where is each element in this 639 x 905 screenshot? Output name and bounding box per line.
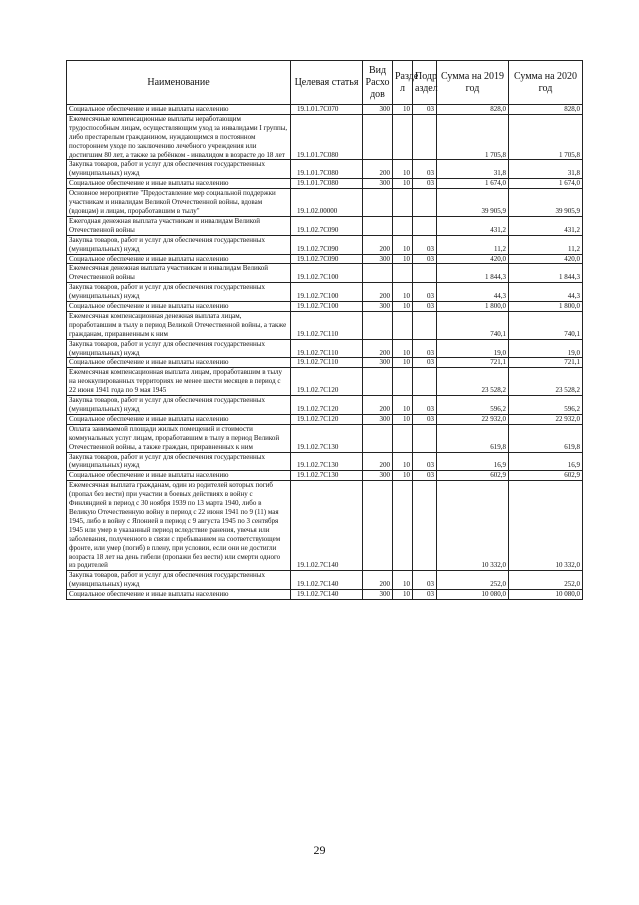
table-row — [67, 452, 583, 471]
table-row — [67, 216, 583, 235]
cell-section: 10 — [393, 302, 413, 312]
cell-sum-2019: 39 905,9 — [437, 189, 509, 217]
table-body — [67, 105, 583, 600]
cell-sum-2020: 431,2 — [509, 216, 583, 235]
cell-section: 10 — [393, 254, 413, 264]
cell-subsection: 03 — [413, 339, 437, 358]
cell-sum-2019: 11,2 — [437, 235, 509, 254]
cell-sum-2019: 1 674,0 — [437, 179, 509, 189]
cell-sum-2020: 420,0 — [509, 254, 583, 264]
cell-section: 10 — [393, 452, 413, 471]
cell-sum-2019: 22 932,0 — [437, 414, 509, 424]
cell-type — [363, 114, 393, 160]
cell-type: 300 — [363, 358, 393, 368]
cell-type: 200 — [363, 571, 393, 590]
cell-name: Социальное обеспечение и иные выплаты населению — [67, 471, 291, 481]
cell-sum-2019: 420,0 — [437, 254, 509, 264]
cell-target: 19.1.02.7С100 — [291, 264, 363, 283]
cell-target: 19.1.02.7С130 — [291, 452, 363, 471]
cell-type — [363, 424, 393, 452]
cell-sum-2020: 19,0 — [509, 339, 583, 358]
header-type: Вид Расхо дов — [363, 61, 393, 105]
cell-type: 300 — [363, 254, 393, 264]
cell-subsection: 03 — [413, 396, 437, 415]
cell-sum-2019: 10 332,0 — [437, 481, 509, 571]
cell-target: 19.1.01.7С070 — [291, 105, 363, 115]
cell-sum-2020: 596,2 — [509, 396, 583, 415]
cell-subsection — [413, 481, 437, 571]
cell-sum-2019: 740,1 — [437, 311, 509, 339]
table-row — [67, 235, 583, 254]
cell-type: 300 — [363, 179, 393, 189]
header-subsection: Подр аздел — [413, 61, 437, 105]
cell-sum-2019: 1 705,8 — [437, 114, 509, 160]
cell-sum-2020: 1 800,0 — [509, 302, 583, 312]
cell-subsection — [413, 264, 437, 283]
cell-subsection — [413, 368, 437, 396]
cell-section: 10 — [393, 396, 413, 415]
cell-target: 19.1.02.7С110 — [291, 358, 363, 368]
cell-target: 19.1.01.7С080 — [291, 114, 363, 160]
cell-type — [363, 311, 393, 339]
cell-type: 200 — [363, 160, 393, 179]
cell-target: 19.1.02.7С090 — [291, 235, 363, 254]
cell-section — [393, 424, 413, 452]
cell-subsection: 03 — [413, 179, 437, 189]
cell-target: 19.1.02.7С090 — [291, 216, 363, 235]
cell-sum-2020: 10 080,0 — [509, 590, 583, 600]
cell-subsection: 03 — [413, 235, 437, 254]
cell-sum-2019: 16,9 — [437, 452, 509, 471]
cell-target: 19.1.02.7С100 — [291, 302, 363, 312]
cell-name: Социальное обеспечение и иные выплаты населению — [67, 302, 291, 312]
cell-sum-2020: 22 932,0 — [509, 414, 583, 424]
cell-sum-2019: 44,3 — [437, 283, 509, 302]
table-row — [67, 368, 583, 396]
cell-section — [393, 264, 413, 283]
table-row — [67, 481, 583, 571]
cell-sum-2020: 11,2 — [509, 235, 583, 254]
table-row — [67, 471, 583, 481]
cell-name: Социальное обеспечение и иные выплаты населению — [67, 358, 291, 368]
cell-name: Социальное обеспечение и иные выплаты населению — [67, 179, 291, 189]
table-row — [67, 396, 583, 415]
cell-type: 300 — [363, 105, 393, 115]
table-row — [67, 302, 583, 312]
cell-name: Социальное обеспечение и иные выплаты населению — [67, 254, 291, 264]
cell-name: Социальное обеспечение и иные выплаты населению — [67, 414, 291, 424]
cell-target: 19.1.01.7С080 — [291, 179, 363, 189]
cell-section: 10 — [393, 235, 413, 254]
cell-type: 300 — [363, 302, 393, 312]
cell-sum-2019: 431,2 — [437, 216, 509, 235]
cell-section — [393, 481, 413, 571]
cell-target: 19.1.02.7С110 — [291, 339, 363, 358]
table-row — [67, 179, 583, 189]
header-sum-2019: Сумма на 2019 год — [437, 61, 509, 105]
cell-subsection: 03 — [413, 571, 437, 590]
header-name: Наименование — [67, 61, 291, 105]
cell-subsection — [413, 216, 437, 235]
cell-subsection: 03 — [413, 302, 437, 312]
cell-target: 19.1.02.7С120 — [291, 396, 363, 415]
table-header-row — [67, 61, 583, 105]
cell-sum-2020: 1 705,8 — [509, 114, 583, 160]
cell-name: Оплата занимаемой площади жилых помещений и стоимости коммунальных услуг лицам, проработавшим в тылу в период Великой Отечественной войны, а также граждан, приравненных к ним — [67, 424, 291, 452]
cell-name: Социальное обеспечение и иные выплаты населению — [67, 590, 291, 600]
cell-subsection: 03 — [413, 452, 437, 471]
cell-type: 300 — [363, 590, 393, 600]
cell-subsection — [413, 189, 437, 217]
cell-subsection: 03 — [413, 358, 437, 368]
table-row — [67, 114, 583, 160]
table-row — [67, 590, 583, 600]
cell-sum-2020: 16,9 — [509, 452, 583, 471]
table-row — [67, 160, 583, 179]
cell-type — [363, 368, 393, 396]
cell-sum-2019: 619,8 — [437, 424, 509, 452]
cell-sum-2020: 1 674,0 — [509, 179, 583, 189]
page-number: 29 — [313, 843, 326, 857]
cell-sum-2020: 23 528,2 — [509, 368, 583, 396]
cell-sum-2019: 828,0 — [437, 105, 509, 115]
table-row — [67, 339, 583, 358]
cell-section: 10 — [393, 471, 413, 481]
cell-subsection: 03 — [413, 590, 437, 600]
cell-sum-2020: 44,3 — [509, 283, 583, 302]
cell-sum-2020: 1 844,3 — [509, 264, 583, 283]
cell-target: 19.1.02.7С120 — [291, 414, 363, 424]
cell-target: 19.1.02.7С140 — [291, 590, 363, 600]
cell-name: Основное мероприятие "Предоставление мер социальной поддержки участникам и инвалидам Великой Отечественной войны, вдовам (вдовцам) и лицам, проработавшим в тылу" — [67, 189, 291, 217]
cell-sum-2019: 19,0 — [437, 339, 509, 358]
cell-section — [393, 114, 413, 160]
cell-type: 200 — [363, 396, 393, 415]
cell-sum-2020: 39 905,9 — [509, 189, 583, 217]
cell-sum-2019: 602,9 — [437, 471, 509, 481]
cell-subsection — [413, 311, 437, 339]
cell-type — [363, 189, 393, 217]
cell-sum-2020: 619,8 — [509, 424, 583, 452]
header-section: Разде л — [393, 61, 413, 105]
cell-name: Ежемесячная компенсационная выплата лицам, проработавшим в тылу на неоккупированных территориях не менее шести месяцев в период с 22 июня 1941 года по 9 мая 1945 — [67, 368, 291, 396]
table-row — [67, 358, 583, 368]
cell-name: Закупка товаров, работ и услуг для обеспечения государственных (муниципальных) нужд — [67, 452, 291, 471]
cell-target: 19.1.02.7С100 — [291, 283, 363, 302]
cell-type — [363, 216, 393, 235]
cell-sum-2019: 252,0 — [437, 571, 509, 590]
table-row — [67, 571, 583, 590]
cell-type: 200 — [363, 452, 393, 471]
cell-type: 300 — [363, 471, 393, 481]
cell-sum-2019: 721,1 — [437, 358, 509, 368]
table-row — [67, 105, 583, 115]
table-row — [67, 189, 583, 217]
cell-name: Закупка товаров, работ и услуг для обеспечения государственных (муниципальных) нужд — [67, 571, 291, 590]
cell-type — [363, 481, 393, 571]
cell-name: Закупка товаров, работ и услуг для обеспечения государственных (муниципальных) нужд — [67, 235, 291, 254]
header-sum-2020: Сумма на 2020 год — [509, 61, 583, 105]
cell-type — [363, 264, 393, 283]
cell-name: Закупка товаров, работ и услуг для обеспечения государственных (муниципальных) нужд — [67, 396, 291, 415]
cell-section: 10 — [393, 571, 413, 590]
cell-name: Закупка товаров, работ и услуг для обеспечения государственных (муниципальных) нужд — [67, 160, 291, 179]
cell-section: 10 — [393, 283, 413, 302]
cell-section: 10 — [393, 105, 413, 115]
cell-sum-2019: 1 844,3 — [437, 264, 509, 283]
cell-section — [393, 189, 413, 217]
cell-section — [393, 368, 413, 396]
cell-target: 19.1.02.00000 — [291, 189, 363, 217]
cell-subsection — [413, 114, 437, 160]
cell-name: Ежемесячная выплата гражданам, один из родителей которых погиб (пропал без вести) при участии в боевых действиях в войну с Финляндией в период с 30 ноября 1939 по 13 марта 1940, либо в Великую Отечественную войну в период с 22 июня 1941 по 9 (11) мая 1945, либо в войну с Японией в период с 9 августа 1945 по 3 сентября 1945 или умер в указанный период вследствие ранения, увечья или заболевания, полученного в связи с пребыванием на соответствующем фронте, или умер (погиб) в плену, при условии, если они не достигли возраста 18 лет на день гибели (пропажи без вести) или смерти одного из родителей — [67, 481, 291, 571]
cell-target: 19.1.02.7С130 — [291, 471, 363, 481]
cell-sum-2020: 828,0 — [509, 105, 583, 115]
cell-sum-2020: 252,0 — [509, 571, 583, 590]
cell-sum-2019: 1 800,0 — [437, 302, 509, 312]
cell-sum-2020: 740,1 — [509, 311, 583, 339]
cell-target: 19.1.02.7С110 — [291, 311, 363, 339]
cell-target: 19.1.02.7С090 — [291, 254, 363, 264]
cell-section: 10 — [393, 358, 413, 368]
cell-name: Ежегодная денежная выплата участникам и инвалидам Великой Отечественной войны — [67, 216, 291, 235]
cell-target: 19.1.02.7С120 — [291, 368, 363, 396]
cell-name: Ежемесячные компенсационные выплаты неработающим трудоспособным лицам, осуществляющим уход за инвалидами I группы, либо престарелым гражданином, нуждающимся в постоянном постороннем уходе по заключению лечебного учреждения или достигшим 80 лет, а также за ребёнком - инвалидом в возрасте до 18 лет — [67, 114, 291, 160]
cell-section — [393, 216, 413, 235]
cell-sum-2019: 10 080,0 — [437, 590, 509, 600]
cell-name: Социальное обеспечение и иные выплаты населению — [67, 105, 291, 115]
cell-section: 10 — [393, 179, 413, 189]
cell-subsection — [413, 424, 437, 452]
cell-name: Закупка товаров, работ и услуг для обеспечения государственных (муниципальных) нужд — [67, 339, 291, 358]
cell-subsection: 03 — [413, 160, 437, 179]
cell-section: 10 — [393, 160, 413, 179]
table-row — [67, 254, 583, 264]
cell-target: 19.1.01.7С080 — [291, 160, 363, 179]
cell-type: 300 — [363, 414, 393, 424]
table-row — [67, 424, 583, 452]
cell-type: 200 — [363, 283, 393, 302]
cell-subsection: 03 — [413, 283, 437, 302]
cell-target: 19.1.02.7С130 — [291, 424, 363, 452]
table-row — [67, 264, 583, 283]
cell-sum-2019: 23 528,2 — [437, 368, 509, 396]
cell-sum-2020: 602,9 — [509, 471, 583, 481]
header-target: Целевая статья — [291, 61, 363, 105]
table-row — [67, 283, 583, 302]
cell-sum-2020: 31,8 — [509, 160, 583, 179]
cell-section: 10 — [393, 339, 413, 358]
cell-name: Закупка товаров, работ и услуг для обеспечения государственных (муниципальных) нужд — [67, 283, 291, 302]
cell-target: 19.1.02.7С140 — [291, 481, 363, 571]
cell-section: 10 — [393, 590, 413, 600]
cell-name: Ежемесячная компенсационная денежная выплата лицам, проработавшим в тылу в период Великой Отечественной войны, а также гражданам, приравненным к ним — [67, 311, 291, 339]
cell-sum-2020: 10 332,0 — [509, 481, 583, 571]
cell-sum-2019: 596,2 — [437, 396, 509, 415]
cell-subsection: 03 — [413, 254, 437, 264]
cell-subsection: 03 — [413, 471, 437, 481]
cell-name: Ежемесячная денежная выплата участникам и инвалидам Великой Отечественной войны — [67, 264, 291, 283]
cell-subsection: 03 — [413, 105, 437, 115]
cell-section — [393, 311, 413, 339]
cell-sum-2019: 31,8 — [437, 160, 509, 179]
cell-type: 200 — [363, 339, 393, 358]
cell-subsection: 03 — [413, 414, 437, 424]
budget-table — [66, 60, 583, 600]
cell-section: 10 — [393, 414, 413, 424]
table-row — [67, 414, 583, 424]
cell-target: 19.1.02.7С140 — [291, 571, 363, 590]
cell-type: 200 — [363, 235, 393, 254]
table-row — [67, 311, 583, 339]
cell-sum-2020: 721,1 — [509, 358, 583, 368]
